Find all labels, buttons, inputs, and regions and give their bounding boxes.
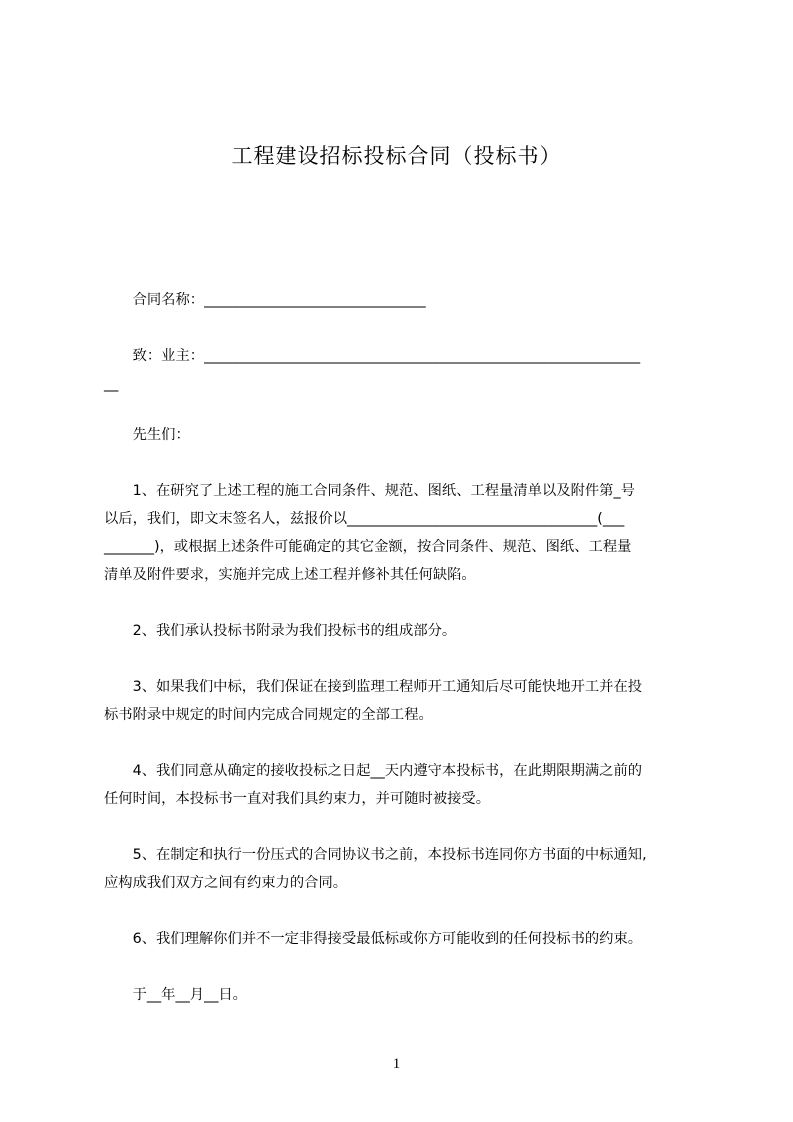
date-line-text: 于__年__月__日。 (132, 987, 247, 1003)
clause-4-line-1: 4、我们同意从确定的接收投标之日起__天内遵守本投标书，在此期限期满之前的 (132, 763, 643, 779)
clause-1-line-4: 清单及附件要求，实施并完成上述工程并修补其任何缺陷。 (104, 567, 476, 583)
clause-6-text: 6、我们理解你们并不一定非得接受最低标或你方可能收到的任何投标书的约束。 (132, 931, 643, 947)
contract-name-text: 合同名称：_______________________________ (132, 292, 426, 308)
clause-6 (104, 925, 712, 953)
clause-1-line-3: _______)，或根据上述条件可能确定的其它金额，按合同条件、规范、图纸、工程量 (104, 539, 632, 555)
clause-3 (104, 673, 712, 729)
clause-4 (104, 757, 712, 813)
clause-4-line-2: 任何时间，本投标书一直对我们具约束力，并可随时被接受。 (104, 791, 491, 807)
salutation-text: 先生们： (132, 427, 190, 443)
clause-1-line-2: 以后，我们，即文末签名人，兹报价以___________________________________(___ (104, 511, 625, 527)
salutation (104, 421, 712, 449)
to-owner-line-1: 致：业主：_____________________________________________________________ (132, 348, 641, 364)
clause-5-line-1: 5、在制定和执行一份压式的合同协议书之前，本投标书连同你方书面的中标通知, (132, 847, 647, 863)
contract-name-field (104, 286, 712, 314)
to-owner-line-2: __ (104, 376, 119, 392)
page-number: 1 (392, 1056, 401, 1072)
clause-2 (104, 617, 712, 645)
document-body (104, 286, 712, 1009)
document-title: 工程建设招标投标合同（投标书） (231, 144, 562, 168)
clause-1-line-1: 1、在研究了上述工程的施工合同条件、规范、图纸、工程量清单以及附件第_号 (132, 483, 635, 499)
date-line (104, 981, 712, 1009)
clause-5 (104, 841, 712, 897)
to-owner-field (104, 342, 712, 398)
clause-3-line-2: 标书附录中规定的时间内完成合同规定的全部工程。 (104, 707, 433, 723)
clause-1 (104, 477, 712, 589)
clause-5-line-2: 应构成我们双方之间有约束力的合同。 (104, 875, 348, 891)
clause-3-line-1: 3、如果我们中标，我们保证在接到监理工程师开工通知后尽可能快地开工并在投 (132, 679, 643, 695)
clause-2-text: 2、我们承认投标书附录为我们投标书的组成部分。 (132, 623, 457, 639)
